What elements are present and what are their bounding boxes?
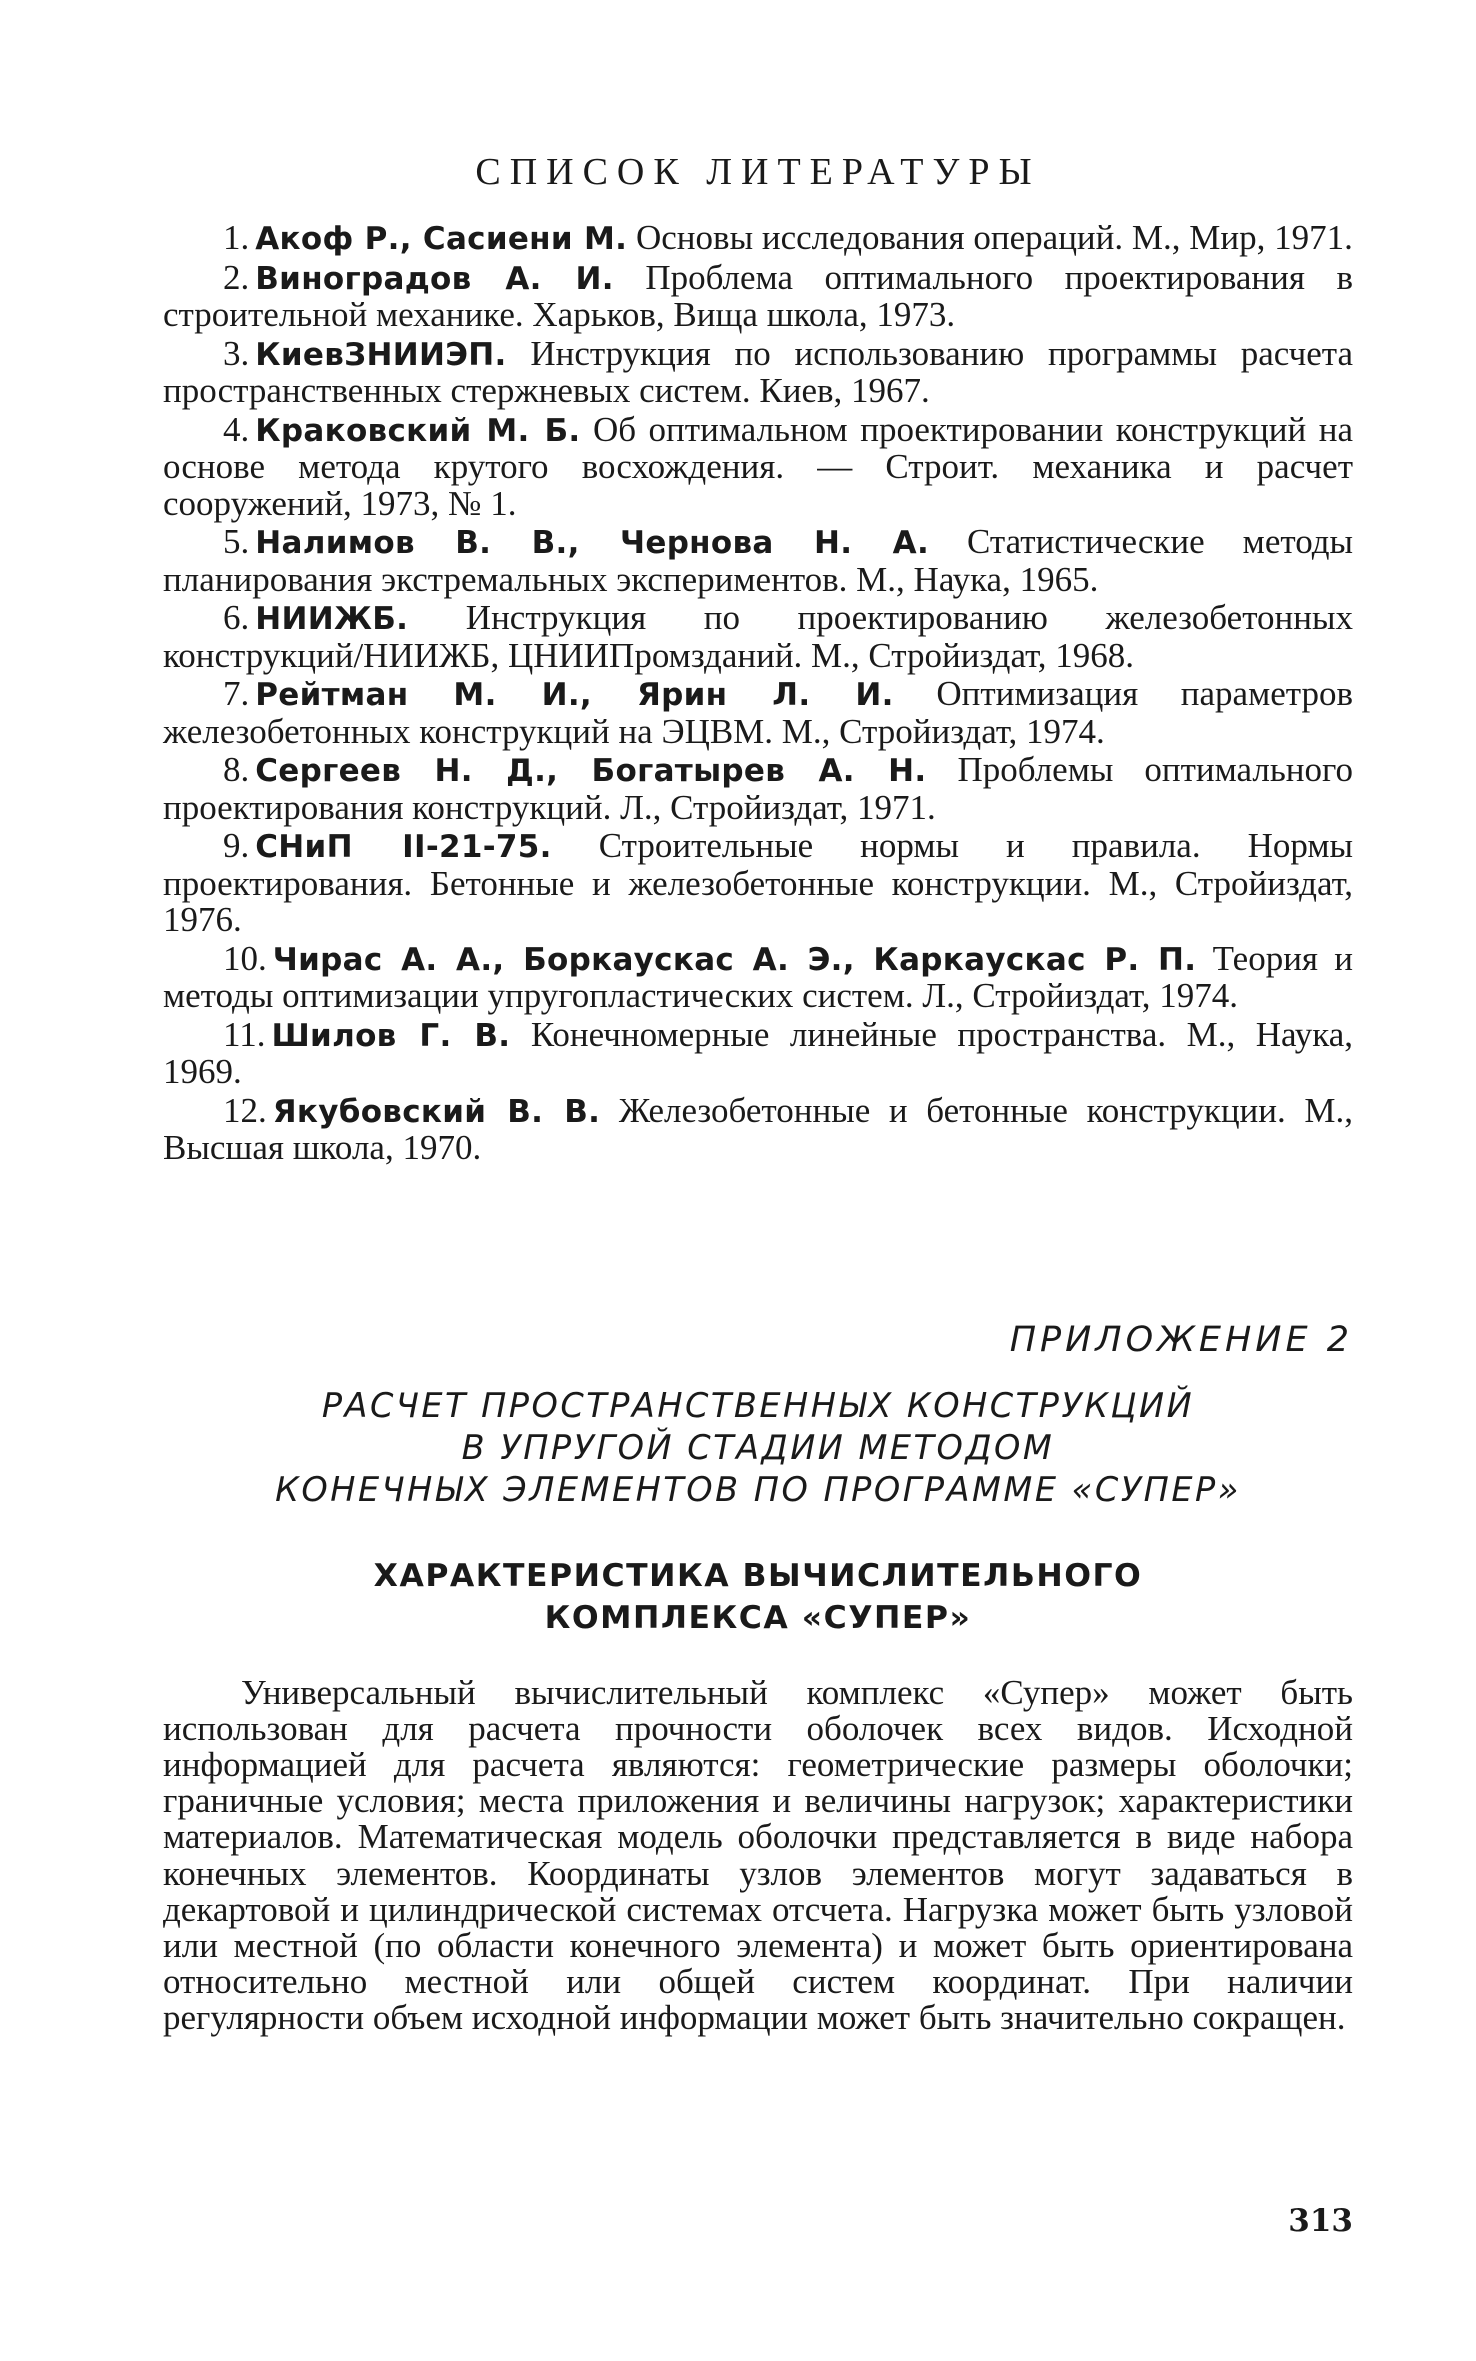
reference-number: 4.	[223, 409, 250, 449]
reference-item	[163, 257, 1353, 334]
reference-text: Проблема оптимального проектирования в строительной механике. Харьков, Вища школа, 1973.	[163, 257, 1353, 334]
reference-authors: Сергеев Н. Д., Богатырев А. Н.	[255, 753, 927, 789]
body-paragraph: Универсальный вычислительный комплекс «Супер» может быть использован для расчета прочности оболочек всех видов. Исходной информацией для расчета являются: геометрические размеры оболочки; граничные условия; места приложения и величины нагрузок; характеристики материалов. Математическая модель оболочки представляется в виде набора конечных элементов. Координаты узлов элементов могут задаваться в декартовой и цилиндрической системах отсчета. Нагрузка может быть узловой или местной (по области конечного элемента) и может быть ориентирована относительно местной или общей систем координат. При наличии регулярности объем исходной информации может быть значительно сокращен.	[163, 1672, 1353, 2038]
reference-authors: СНиП II-21-75.	[255, 829, 552, 865]
reference-authors: Налимов В. В., Чернова Н. А.	[255, 525, 930, 561]
reference-authors: Краковский М. Б.	[255, 412, 581, 449]
reference-number: 9.	[223, 826, 250, 865]
reference-text: Оптимизация параметров железобетонных конструкций на ЭЦВМ. М., Стройиздат, 1974.	[163, 674, 1354, 751]
section-heading-line: КОМПЛЕКСА «СУПЕР»	[544, 1599, 972, 1636]
reference-text: Об оптимальном проектировании конструкций на основе метода крутого восхождения. — Строит. механика и расчет сооружений, 1973, № 1.	[163, 409, 1354, 523]
reference-text: Проблемы оптимального проектирования конструкций. Л., Стройиздат, 1971.	[163, 750, 1353, 827]
reference-authors: НИИЖБ.	[255, 601, 409, 637]
reference-item	[163, 1014, 1353, 1091]
reference-authors: Чирас А. А., Боркаускас А. Э., Каркаускас Р. П.	[272, 941, 1197, 978]
appendix-title-line: РАСЧЕТ ПРОСТРАНСТВЕННЫХ КОНСТРУКЦИЙ	[321, 1385, 1195, 1425]
reference-number: 6.	[223, 598, 250, 637]
reference-item	[163, 938, 1353, 1015]
reference-number: 8.	[223, 750, 250, 789]
reference-text: Статистические методы планирования экстремальных экспериментов. М., Наука, 1965.	[163, 522, 1354, 599]
reference-number: 10.	[223, 938, 267, 978]
reference-text: Железобетонные и бетонные конструкции. М., Высшая школа, 1970.	[163, 1090, 1354, 1167]
reference-authors: Виноградов А. И.	[255, 260, 614, 297]
page-content	[163, 150, 1353, 2037]
reference-authors: Якубовский В. В.	[272, 1093, 601, 1130]
references-list	[163, 220, 1353, 1167]
reference-text: Основы исследования операций. М., Мир, 1971.	[636, 218, 1353, 257]
reference-text: Конечномерные линейные пространства. М., Наука, 1969.	[163, 1014, 1353, 1091]
reference-item	[163, 333, 1353, 410]
reference-item	[163, 828, 1353, 939]
reference-number: 5.	[223, 522, 250, 561]
appendix-title	[163, 1385, 1353, 1511]
reference-authors: КиевЗНИИЭП.	[255, 336, 507, 373]
reference-text: Инструкция по использованию программы расчета пространственных стержневых систем. Киев, 1967.	[163, 333, 1353, 410]
reference-item	[163, 600, 1353, 674]
reference-authors: Шилов Г. В.	[271, 1017, 511, 1054]
reference-authors: Акоф Р., Сасиени М.	[255, 221, 628, 257]
reference-number: 12.	[223, 1090, 267, 1130]
references-heading: СПИСОК ЛИТЕРАТУРЫ	[475, 151, 1041, 193]
reference-item	[163, 1090, 1354, 1167]
reference-number: 2.	[223, 257, 250, 297]
reference-item	[163, 524, 1353, 598]
reference-item	[163, 752, 1353, 826]
page-number: 313	[1288, 2203, 1353, 2239]
reference-number: 7.	[223, 674, 250, 713]
section-heading	[163, 1555, 1353, 1639]
reference-text: Строительные нормы и правила. Нормы проектирования. Бетонные и железобетонные конструкции. М., Стройиздат, 1976.	[163, 826, 1354, 939]
reference-item	[163, 220, 1353, 258]
reference-number: 1.	[223, 218, 250, 257]
appendix-title-line: В УПРУГОЙ СТАДИИ МЕТОДОМ	[461, 1427, 1055, 1467]
reference-item	[163, 676, 1353, 750]
reference-item	[163, 409, 1354, 523]
appendix-title-line: КОНЕЧНЫХ ЭЛЕМЕНТОВ ПО ПРОГРАММЕ «СУПЕР»	[275, 1469, 1241, 1509]
reference-number: 11.	[223, 1014, 266, 1054]
reference-text: Теория и методы оптимизации упругопластических систем. Л., Стройиздат, 1974.	[163, 938, 1353, 1015]
appendix-label: ПРИЛОЖЕНИЕ 2	[1009, 1319, 1353, 1360]
reference-text: Инструкция по проектированию железобетонных конструкций/НИИЖБ, ЦНИИПромзданий. М., Стройиздат, 1968.	[163, 598, 1353, 675]
reference-number: 3.	[223, 333, 250, 373]
section-heading-line: ХАРАКТЕРИСТИКА ВЫЧИСЛИТЕЛЬНОГО	[373, 1557, 1143, 1594]
reference-authors: Рейтман М. И., Ярин Л. И.	[255, 677, 894, 713]
